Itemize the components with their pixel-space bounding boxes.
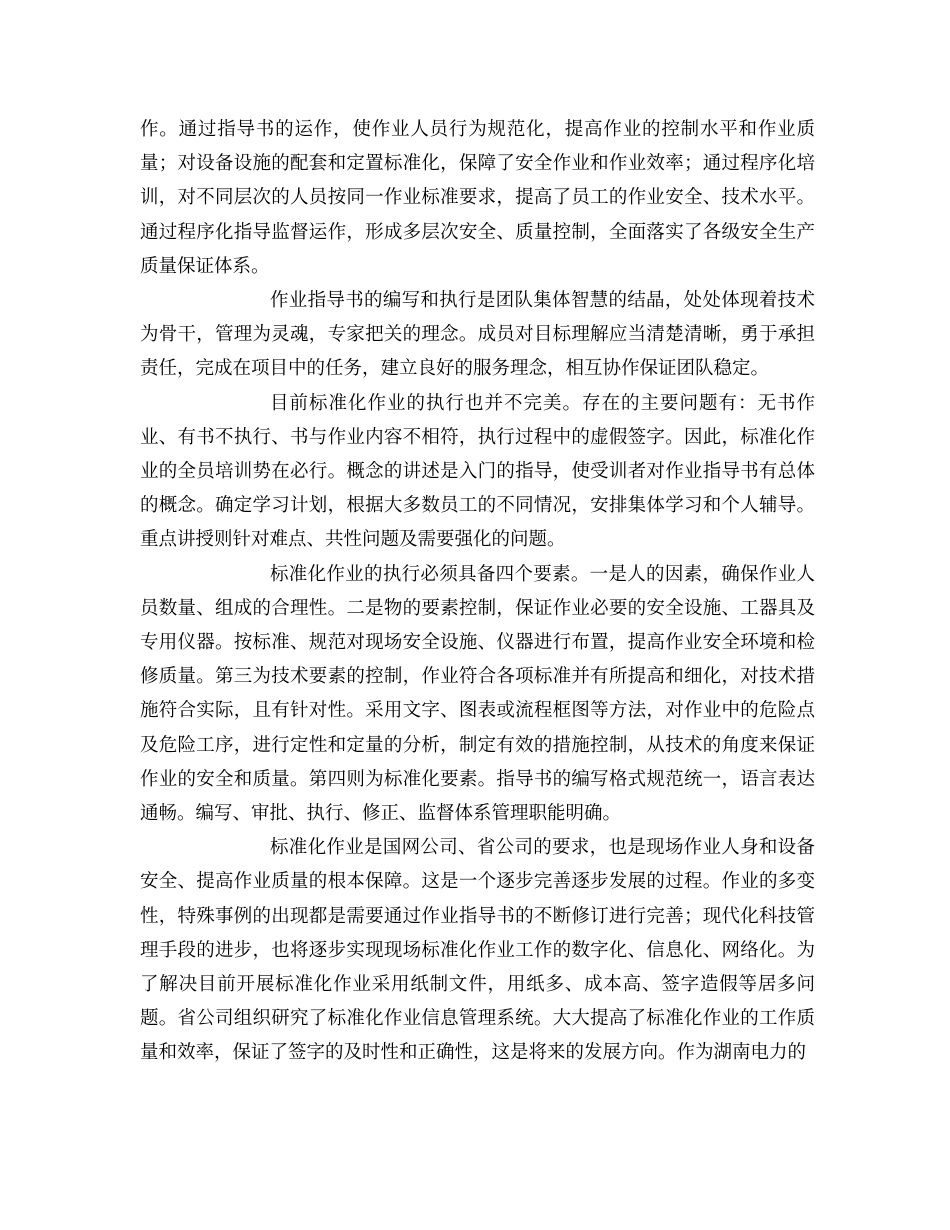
document-page	[140, 113, 815, 1071]
paragraph-5: 标准化作业是国网公司、省公司的要求，也是现场作业人身和设备安全、提高作业质量的根本保障。这是一个逐步完善逐步发展的过程。作业的多变性，特殊事例的出现都是需要通过作业指导书的不断修订进行完善；现代化科技管理手段的进步，也将逐步实现现场标准化作业工作的数字化、信息化、网络化。为了解决目前开展标准化作业采用纸制文件，用纸多、成本高、签字造假等居多问题。省公司组织研究了标准化作业信息管理系统。大大提高了标准化作业的工作质量和效率，保证了签字的及时性和正确性，这是将来的发展方向。作为湖南电力的	[140, 837, 815, 1064]
paragraph-4: 标准化作业的执行必须具备四个要素。一是人的因素，确保作业人员数量、组成的合理性。二是物的要素控制，保证作业必要的安全设施、工器具及专用仪器。按标准、规范对现场安全设施、仪器进行布置，提高作业安全环境和检修质量。第三为技术要素的控制，作业符合各项标准并有所提高和细化，对技术措施符合实际，且有针对性。采用文字、图表或流程框图等方法，对作业中的危险点及危险工序，进行定性和定量的分析，制定有效的措施控制，从技术的角度来保证作业的安全和质量。第四则为标准化要素。指导书的编写格式规范统一，语言表达通畅。编写、审批、执行、修正、监督体系管理职能明确。	[140, 563, 815, 825]
paragraph-3: 目前标准化作业的执行也并不完美。存在的主要问题有：无书作业、有书不执行、书与作业内容不相符，执行过程中的虚假签字。因此，标准化作业的全员培训势在必行。概念的讲述是入门的指导，使受训者对作业指导书有总体的概念。确定学习计划，根据大多数员工的不同情况，安排集体学习和个人辅导。重点讲授则针对难点、共性问题及需要强化的问题。	[140, 392, 815, 551]
paragraph-2: 作业指导书的编写和执行是团队集体智慧的结晶，处处体现着技术为骨干，管理为灵魂，专家把关的理念。成员对目标理解应当清楚清晰，勇于承担责任，完成在项目中的任务，建立良好的服务理念，相互协作保证团队稳定。	[140, 290, 815, 380]
paragraph-1: 作。通过指导书的运作，使作业人员行为规范化，提高作业的控制水平和作业质量；对设备设施的配套和定置标准化，保障了安全作业和作业效率；通过程序化培训，对不同层次的人员按同一作业标准要求，提高了员工的作业安全、技术水平。通过程序化指导监督运作，形成多层次安全、质量控制，全面落实了各级安全生产质量保证体系。	[140, 119, 815, 277]
